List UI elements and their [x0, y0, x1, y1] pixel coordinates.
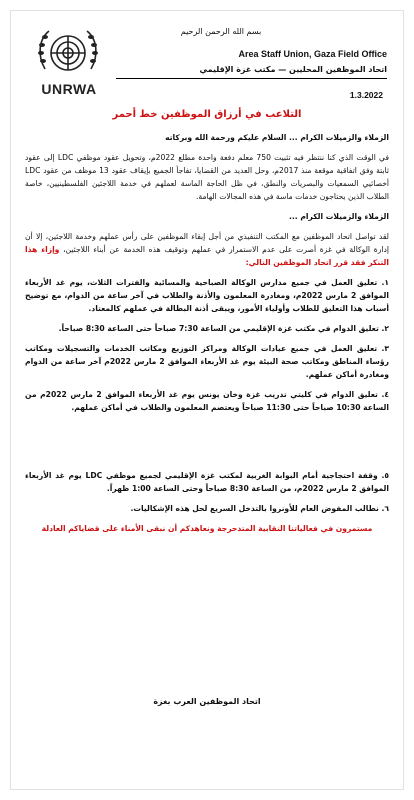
list-item-1: ١. تعليق العمل في جميع مدارس الوكالة الصباحية والمسائية والفترات الثلاث، يوم غد الأربعاء الموافق 2 مارس 2022م، ومغادرة المعلمون والأذنة والطلاب في آخر ساعة من الدوام، مع توضيح أسباب هذا التعليق للطلاب وأولياء الأمور، ويبقى أذنة البطالة في عملهم كالمعتاد. [25, 278, 389, 313]
office-name-en: Area Staff Union, Gaza Field Office [238, 49, 387, 59]
un-emblem-icon [31, 25, 105, 89]
list-item-4: ٤. تعليق الدوام في كليتي تدريب غزة وخان يونس يوم غد الأربعاء الموافق 2 مارس 2022م من الساعة 10:30 صباحاً حتى 11:30 صباحاً ويعتصم المعلمون والطلاب في أماكن عملهم. [25, 390, 389, 412]
list-item-6: ٦. نطالب المفوض العام للأونروا بالتدخل السريع لحل هذه الإشكاليات. [130, 504, 389, 513]
spacer [25, 421, 389, 469]
paragraph-2-text: لقد تواصل اتحاد الموظفين مع المكتب التنفيذي من أجل إبقاء الموظفين على رأس عملهم وخدمة اللاجئين، إلا أن إدارة الوكالة في غزة أصرت على عدم الاستمرار في عملهم وتوقيف هذه الخدمة عن أبناء اللاجئين، [25, 232, 389, 254]
list-item-3: ٣. تعليق العمل في جميع عيادات الوكالة ومراكز التوزيع ومكاتب الخدمات والتسجيلات ومكاتب رؤساء المناطق ومكاتب صحة البيئة يوم غد الأربعاء الموافق 2 مارس 2022م آخر ساعة من الدوام ومغادرة أماكن عملهم. [25, 344, 389, 379]
paragraph-2-decision: وإزاء هذا التنكر فقد قرر اتحاد الموظفين التالي: [25, 245, 389, 267]
salutation-2: الزملاء والزميلات الكرام ... [289, 212, 389, 221]
paragraph-1: في الوقت الذي كنا ننتظر فيه تثبيت 750 معلم دفعة واحدة مطلع 2022م، وتحويل عقود موظفي LDC إلى عقود ثابتة وفق اتفاقية موقعة منذ 2017م، وحل العديد من القضايا، تفاجأ الجميع بإيقاف عقود 13 موظف من عقود LDC أخصائيي السمعيات والبصريات والنطق، في ظل الحاجة الماسة لعملهم في خدمة اللاجئين الفلسطينيين، خاصة الطلاب الذين يحتاجون خدمات ماسة في هذه المجالات الهامة. [25, 153, 389, 201]
document-date: 1.3.2022 [349, 90, 383, 100]
signature: اتحاد الموظفين العرب بغزة [153, 697, 261, 706]
document-body [25, 131, 389, 542]
document-title: التلاعب في أرزاق الموظفين خط أحمر [112, 109, 302, 120]
list-item-2: ٢. تعليق الدوام في مكتب غزة الإقليمي من الساعة 7:30 صباحاً حتى الساعة 8:30 صباحاً. [58, 324, 389, 333]
list-item-5: ٥. وقفة احتجاجية أمام البوابة الغربية لمكتب غزة الإقليمي لجميع موظفي LDC يوم غد الأربعاء الموافق 2 مارس 2022م، من الساعة 8:30 صباحاً وحتى الساعة 1:00 ظهراً. [25, 471, 389, 493]
closing-statement: مستمرون في فعالياتنا النقابية المتدحرجة ونعاهدكم أن نبقى الأمناء على قضاياكم العادلة [41, 524, 373, 533]
office-name-ar: اتحاد الموظفين المحليين — مكتب غزة الإقليمي [199, 65, 387, 74]
header-divider [116, 78, 387, 79]
document-page [10, 10, 404, 790]
basmala: بسم الله الرحمن الرحيم [180, 27, 262, 36]
logo-text: UNRWA [41, 81, 97, 97]
paragraph-2 [25, 230, 389, 269]
salutation: الزملاء والزميلات الكرام ... السلام عليكم ورحمة الله وبركاته [165, 133, 389, 142]
